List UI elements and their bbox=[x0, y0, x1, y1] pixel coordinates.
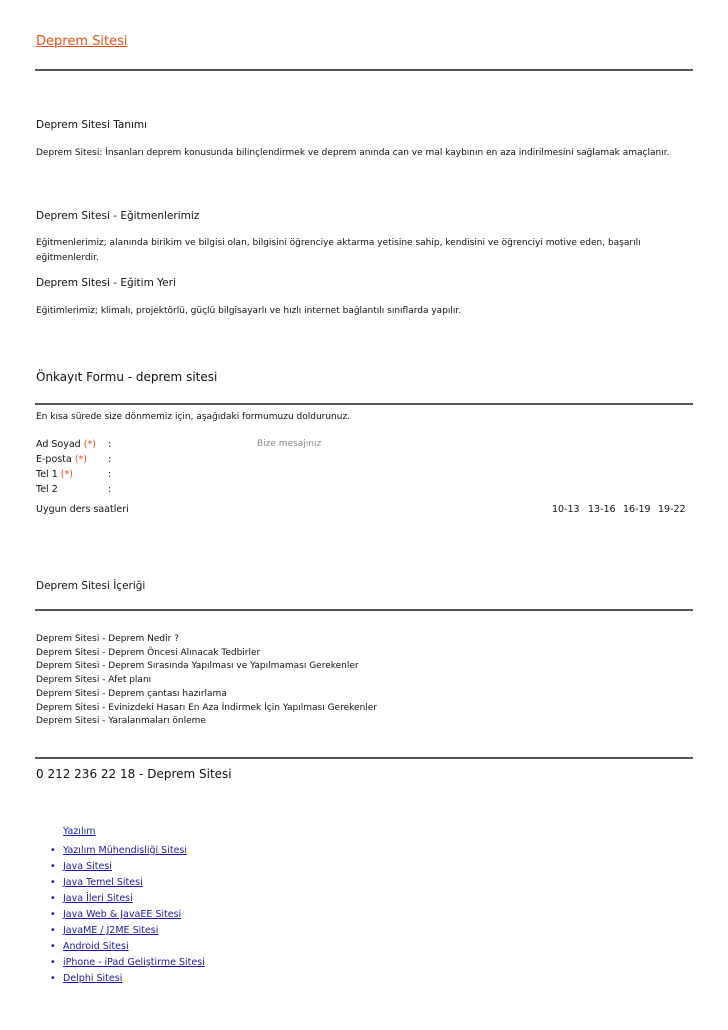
required-mark: (*) bbox=[83, 439, 96, 450]
venue-heading: Deprem Sitesi - Eğitim Yeri bbox=[36, 277, 176, 289]
tel2-field[interactable]: : bbox=[108, 484, 112, 495]
form-intro: En kısa sürede size dönmemiz için, aşağıdaki formumuzu doldurunuz. bbox=[36, 412, 351, 422]
bullet-icon: • bbox=[50, 877, 56, 888]
list-item bbox=[50, 971, 205, 987]
list-item bbox=[50, 907, 205, 923]
tel2-label: Tel 2 bbox=[36, 484, 58, 495]
bullet-icon: • bbox=[50, 941, 56, 952]
bullet-icon: • bbox=[50, 893, 56, 904]
link[interactable]: iPhone - iPad Geliştirme Sitesi bbox=[63, 957, 205, 968]
about-text: Deprem Sitesi: İnsanları deprem konusunda bilinçlendirmek ve deprem anında can ve mal kaybının en aza indirilmesini sağlamak amaçlanır. bbox=[36, 148, 670, 158]
bullet-icon: • bbox=[50, 861, 56, 872]
link[interactable]: JavaME / J2ME Sitesi bbox=[63, 925, 159, 936]
list-item bbox=[50, 955, 205, 971]
required-mark: (*) bbox=[74, 454, 87, 465]
required-mark: (*) bbox=[60, 469, 73, 480]
name-field[interactable]: : bbox=[108, 439, 112, 450]
hour-option[interactable]: 16-19 bbox=[623, 504, 651, 515]
software-links-list bbox=[50, 843, 205, 987]
link[interactable]: Delphi Sitesi bbox=[63, 973, 123, 984]
message-textarea[interactable]: Bize mesajınız bbox=[257, 439, 322, 449]
hour-option[interactable]: 10-13 bbox=[552, 504, 580, 515]
divider bbox=[35, 757, 693, 759]
hours-label: Uygun ders saatleri bbox=[36, 504, 129, 515]
link[interactable]: Java Temel Sitesi bbox=[63, 877, 143, 888]
link[interactable]: Android Sitesi bbox=[63, 941, 129, 952]
list-item: Deprem Sitesi - Afet planı bbox=[36, 675, 152, 686]
venue-text: Eğitimlerimiz; klimalı, projektörlü, güçlü bilgisayarlı ve hızlı internet bağlantılı sınıflarda yapılır. bbox=[36, 306, 462, 316]
list-item: Deprem Sitesi - Evinizdeki Hasarı En Aza İndirmek İçin Yapılması Gerekenler bbox=[36, 702, 378, 713]
list-item bbox=[50, 859, 205, 875]
bullet-icon: • bbox=[50, 925, 56, 936]
list-item: Deprem Sitesi - Deprem Öncesi Alınacak Tedbirler bbox=[36, 647, 261, 658]
list-item: Deprem Sitesi - Deprem Nedir ? bbox=[36, 634, 179, 644]
contents-list bbox=[36, 633, 377, 729]
email-label: E-posta (*) bbox=[36, 454, 87, 465]
divider bbox=[35, 403, 693, 405]
list-item: Deprem Sitesi - Deprem çantası hazırlama bbox=[36, 688, 227, 699]
contents-heading: Deprem Sitesi İçeriği bbox=[36, 580, 146, 592]
hour-option[interactable]: 19-22 bbox=[658, 504, 686, 515]
name-label: Ad Soyad (*) bbox=[36, 439, 96, 450]
software-title-link[interactable]: Yazılım bbox=[63, 826, 96, 837]
list-item bbox=[50, 939, 205, 955]
list-item bbox=[50, 875, 205, 891]
link[interactable]: Java Web & JavaEE Sitesi bbox=[63, 909, 182, 920]
list-item: Deprem Sitesi - Yaralanmaları önleme bbox=[36, 716, 206, 727]
site-title-link[interactable]: Deprem Sitesi bbox=[36, 34, 128, 49]
bullet-icon: • bbox=[50, 845, 56, 856]
hour-option[interactable]: 13-16 bbox=[588, 504, 616, 515]
divider bbox=[35, 609, 693, 611]
list-item: Deprem Sitesi - Deprem Sırasında Yapılması ve Yapılmaması Gerekenler bbox=[36, 661, 359, 672]
list-item bbox=[50, 843, 205, 859]
tel1-field[interactable]: : bbox=[108, 469, 112, 480]
tel1-label: Tel 1 (*) bbox=[36, 469, 73, 480]
about-heading: Deprem Sitesi Tanımı bbox=[36, 119, 148, 131]
bullet-icon: • bbox=[50, 909, 56, 920]
link[interactable]: Java Sitesi bbox=[63, 861, 112, 872]
link[interactable]: Java İleri Sitesi bbox=[63, 893, 133, 904]
list-item bbox=[50, 891, 205, 907]
trainers-heading: Deprem Sitesi - Eğitmenlerimiz bbox=[36, 210, 200, 222]
divider bbox=[35, 69, 693, 71]
form-heading: Önkayıt Formu - deprem sitesi bbox=[36, 370, 218, 384]
email-field[interactable]: : bbox=[108, 454, 112, 465]
link[interactable]: Yazılım Mühendisliği Sitesi bbox=[63, 845, 188, 856]
bullet-icon: • bbox=[50, 973, 56, 984]
bullet-icon: • bbox=[50, 957, 56, 968]
trainers-text: Eğitmenlerimiz; alanında birikim ve bilgisi olan, bilgisini öğrenciye aktarma yetisine sahip, kendisini ve öğrenciyi motive eden, başarılı eğitmenlerdir. bbox=[36, 238, 641, 263]
list-item bbox=[50, 923, 205, 939]
phone-number: 0 212 236 22 18 - Deprem Sitesi bbox=[36, 767, 232, 781]
